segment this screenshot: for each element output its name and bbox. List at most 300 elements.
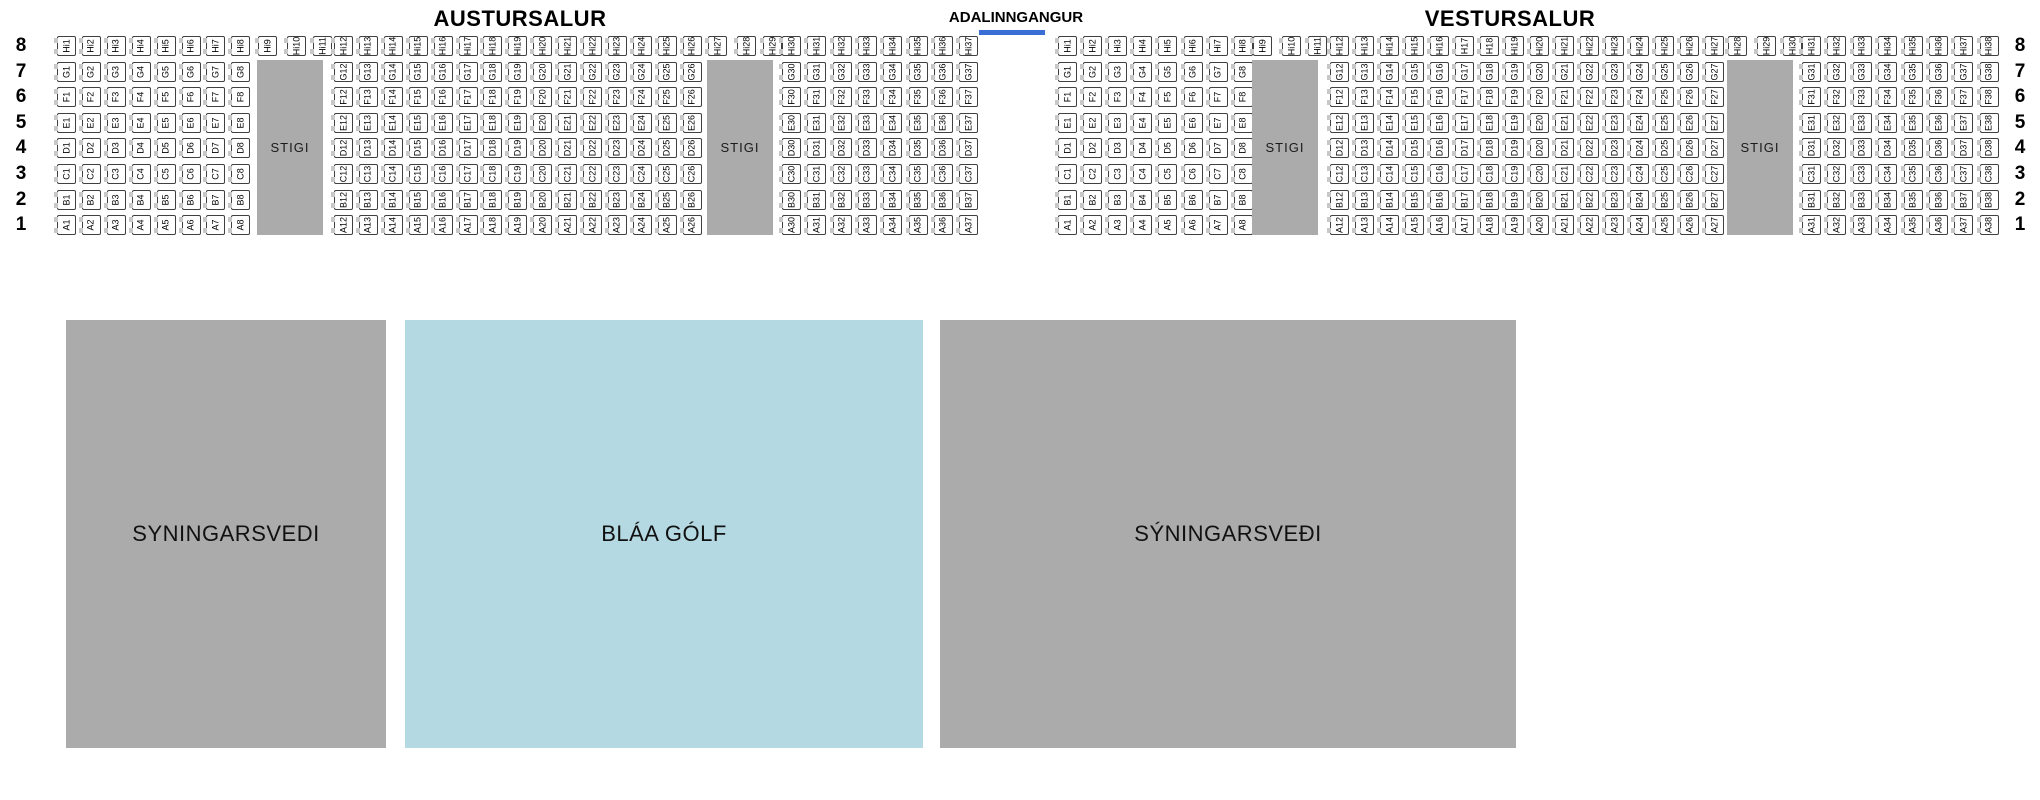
seat[interactable] [1853,138,1872,158]
seat[interactable] [359,113,378,133]
seat[interactable] [206,62,225,82]
seat[interactable] [434,36,453,56]
seat[interactable] [1680,113,1699,133]
seat[interactable] [658,164,677,184]
seat[interactable] [959,87,978,107]
seat[interactable] [231,36,250,56]
seat[interactable] [1630,62,1649,82]
seat[interactable] [132,215,151,235]
seat[interactable] [57,113,76,133]
seat[interactable] [359,215,378,235]
seat[interactable] [1827,215,1846,235]
seat[interactable] [1827,164,1846,184]
seat[interactable] [1480,36,1499,56]
seat[interactable] [1853,215,1872,235]
seat[interactable] [1555,36,1574,56]
seat[interactable] [157,190,176,210]
seat[interactable] [1330,190,1349,210]
seat[interactable] [1904,87,1923,107]
seat[interactable] [1878,113,1897,133]
seat[interactable] [633,215,652,235]
seat[interactable] [959,62,978,82]
seat[interactable] [1455,164,1474,184]
seat[interactable] [533,164,552,184]
seat[interactable] [132,164,151,184]
seat[interactable] [206,113,225,133]
seat[interactable] [807,190,826,210]
seat[interactable] [1705,87,1724,107]
seat[interactable] [206,215,225,235]
seat[interactable] [1605,113,1624,133]
seat[interactable] [1234,62,1253,82]
seat[interactable] [1108,62,1127,82]
seat[interactable] [1505,190,1524,210]
seat[interactable] [1580,215,1599,235]
seat[interactable] [1980,36,1999,56]
seat[interactable] [558,87,577,107]
seat[interactable] [82,190,101,210]
seat[interactable] [1954,36,1973,56]
seat[interactable] [683,164,702,184]
seat[interactable] [132,36,151,56]
seat[interactable] [633,87,652,107]
seat[interactable] [82,62,101,82]
seat[interactable] [658,36,677,56]
seat[interactable] [1405,215,1424,235]
seat[interactable] [608,138,627,158]
seat[interactable] [1555,113,1574,133]
seat[interactable] [1430,36,1449,56]
seat[interactable] [1630,164,1649,184]
seat[interactable] [1878,138,1897,158]
seat[interactable] [1904,190,1923,210]
seat[interactable] [1605,36,1624,56]
seat[interactable] [1184,36,1203,56]
seat[interactable] [909,62,928,82]
seat[interactable] [359,164,378,184]
seat[interactable] [359,190,378,210]
seat[interactable] [334,164,353,184]
seat[interactable] [833,164,852,184]
seat[interactable] [1330,36,1349,56]
seat[interactable] [1158,113,1177,133]
seat[interactable] [1929,36,1948,56]
seat[interactable] [858,164,877,184]
seat[interactable] [182,164,201,184]
seat[interactable] [1405,190,1424,210]
seat[interactable] [1954,190,1973,210]
seat[interactable] [1405,36,1424,56]
seat[interactable] [658,138,677,158]
seat[interactable] [82,164,101,184]
seat[interactable] [1184,87,1203,107]
seat[interactable] [1630,87,1649,107]
seat[interactable] [833,36,852,56]
seat[interactable] [1184,138,1203,158]
seat[interactable] [1954,62,1973,82]
seat[interactable] [1980,138,1999,158]
seat[interactable] [1234,190,1253,210]
seat[interactable] [1505,36,1524,56]
seat[interactable] [384,164,403,184]
seat[interactable] [1158,190,1177,210]
seat[interactable] [1929,62,1948,82]
seat[interactable] [1455,190,1474,210]
seat[interactable] [1480,113,1499,133]
seat[interactable] [608,190,627,210]
seat[interactable] [1058,190,1077,210]
seat[interactable] [384,36,403,56]
seat[interactable] [633,62,652,82]
seat[interactable] [1083,62,1102,82]
seat[interactable] [1430,87,1449,107]
seat[interactable] [807,113,826,133]
seat[interactable] [1980,62,1999,82]
seat[interactable] [683,138,702,158]
seat[interactable] [1853,36,1872,56]
seat[interactable] [1058,87,1077,107]
seat[interactable] [959,113,978,133]
seat[interactable] [459,36,478,56]
seat[interactable] [1209,190,1228,210]
seat[interactable] [1209,87,1228,107]
seat[interactable] [287,36,306,56]
seat[interactable] [57,87,76,107]
seat[interactable] [883,215,902,235]
seat[interactable] [206,164,225,184]
seat[interactable] [583,113,602,133]
seat[interactable] [157,215,176,235]
seat[interactable] [1355,138,1374,158]
seat[interactable] [1234,113,1253,133]
seat[interactable] [82,36,101,56]
seat[interactable] [1158,164,1177,184]
seat[interactable] [1330,215,1349,235]
seat[interactable] [533,36,552,56]
seat[interactable] [1355,215,1374,235]
seat[interactable] [1530,36,1549,56]
seat[interactable] [934,113,953,133]
seat[interactable] [633,36,652,56]
seat[interactable] [608,164,627,184]
seat[interactable] [1083,138,1102,158]
seat[interactable] [434,190,453,210]
seat[interactable] [1555,164,1574,184]
seat[interactable] [1605,62,1624,82]
seat[interactable] [206,190,225,210]
seat[interactable] [1954,113,1973,133]
seat[interactable] [384,215,403,235]
seat[interactable] [1405,87,1424,107]
seat[interactable] [782,62,801,82]
seat[interactable] [1480,87,1499,107]
seat[interactable] [1827,62,1846,82]
seat[interactable] [1158,36,1177,56]
seat[interactable] [1878,36,1897,56]
seat[interactable] [658,215,677,235]
seat[interactable] [182,215,201,235]
seat[interactable] [959,164,978,184]
seat[interactable] [409,164,428,184]
seat[interactable] [384,113,403,133]
seat[interactable] [334,87,353,107]
seat[interactable] [1405,62,1424,82]
seat[interactable] [633,190,652,210]
seat[interactable] [82,138,101,158]
seat[interactable] [1380,113,1399,133]
seat[interactable] [1630,215,1649,235]
seat[interactable] [1108,113,1127,133]
seat[interactable] [1330,138,1349,158]
seat[interactable] [1234,87,1253,107]
seat[interactable] [157,87,176,107]
seat[interactable] [1655,36,1674,56]
seat[interactable] [1234,164,1253,184]
seat[interactable] [459,62,478,82]
seat[interactable] [782,215,801,235]
seat[interactable] [683,87,702,107]
seat[interactable] [1555,87,1574,107]
seat[interactable] [883,36,902,56]
seat[interactable] [1158,138,1177,158]
seat[interactable] [633,164,652,184]
seat[interactable] [1853,62,1872,82]
seat[interactable] [107,164,126,184]
seat[interactable] [1655,113,1674,133]
seat[interactable] [807,36,826,56]
seat[interactable] [1827,138,1846,158]
seat[interactable] [1430,138,1449,158]
seat[interactable] [409,215,428,235]
seat[interactable] [384,62,403,82]
seat[interactable] [409,138,428,158]
seat[interactable] [82,113,101,133]
seat[interactable] [1705,138,1724,158]
seat[interactable] [1555,190,1574,210]
seat[interactable] [1580,36,1599,56]
seat[interactable] [1605,215,1624,235]
seat[interactable] [1878,215,1897,235]
seat[interactable] [1083,190,1102,210]
seat[interactable] [1980,87,1999,107]
seat[interactable] [1405,113,1424,133]
seat[interactable] [807,62,826,82]
seat[interactable] [483,164,502,184]
seat[interactable] [1853,87,1872,107]
seat[interactable] [508,190,527,210]
seat[interactable] [1904,164,1923,184]
seat[interactable] [1802,164,1821,184]
seat[interactable] [82,215,101,235]
seat[interactable] [533,215,552,235]
seat[interactable] [182,36,201,56]
seat[interactable] [1655,215,1674,235]
seat[interactable] [434,215,453,235]
seat[interactable] [558,215,577,235]
seat[interactable] [1505,62,1524,82]
seat[interactable] [833,190,852,210]
seat[interactable] [1802,62,1821,82]
seat[interactable] [1630,138,1649,158]
seat[interactable] [231,215,250,235]
seat[interactable] [782,164,801,184]
seat[interactable] [1630,113,1649,133]
seat[interactable] [1209,164,1228,184]
seat[interactable] [1184,190,1203,210]
seat[interactable] [1705,215,1724,235]
seat[interactable] [334,36,353,56]
seat[interactable] [1480,190,1499,210]
seat[interactable] [1083,164,1102,184]
seat[interactable] [206,87,225,107]
seat[interactable] [1253,36,1272,56]
seat[interactable] [459,87,478,107]
seat[interactable] [683,62,702,82]
seat[interactable] [1330,164,1349,184]
seat[interactable] [807,87,826,107]
seat[interactable] [959,215,978,235]
seat[interactable] [1929,87,1948,107]
seat[interactable] [1108,87,1127,107]
seat[interactable] [508,62,527,82]
seat[interactable] [583,215,602,235]
seat[interactable] [1853,190,1872,210]
seat[interactable] [583,190,602,210]
seat[interactable] [1330,62,1349,82]
seat[interactable] [1655,138,1674,158]
seat[interactable] [633,138,652,158]
seat[interactable] [608,36,627,56]
seat[interactable] [1133,138,1152,158]
seat[interactable] [1878,190,1897,210]
seat[interactable] [683,215,702,235]
seat[interactable] [508,164,527,184]
seat[interactable] [182,87,201,107]
seat[interactable] [231,113,250,133]
seat[interactable] [1058,164,1077,184]
seat[interactable] [1580,87,1599,107]
seat[interactable] [359,138,378,158]
seat[interactable] [558,138,577,158]
seat[interactable] [959,138,978,158]
seat[interactable] [434,138,453,158]
seat[interactable] [459,215,478,235]
seat[interactable] [157,36,176,56]
seat[interactable] [1929,138,1948,158]
seat[interactable] [1455,87,1474,107]
seat[interactable] [182,62,201,82]
seat[interactable] [1580,113,1599,133]
seat[interactable] [1853,164,1872,184]
seat[interactable] [1058,138,1077,158]
seat[interactable] [1680,62,1699,82]
seat[interactable] [434,62,453,82]
seat[interactable] [483,215,502,235]
seat[interactable] [1108,164,1127,184]
seat[interactable] [1158,62,1177,82]
seat[interactable] [1355,36,1374,56]
seat[interactable] [1802,36,1821,56]
seat[interactable] [1530,113,1549,133]
seat[interactable] [583,36,602,56]
seat[interactable] [231,62,250,82]
seat[interactable] [359,87,378,107]
seat[interactable] [107,87,126,107]
seat[interactable] [1705,36,1724,56]
seat[interactable] [858,215,877,235]
seat[interactable] [384,138,403,158]
seat[interactable] [1380,62,1399,82]
seat[interactable] [157,164,176,184]
seat[interactable] [1455,36,1474,56]
seat[interactable] [1680,87,1699,107]
seat[interactable] [883,87,902,107]
seat[interactable] [1605,164,1624,184]
seat[interactable] [1605,87,1624,107]
seat[interactable] [909,87,928,107]
seat[interactable] [483,62,502,82]
seat[interactable] [1480,62,1499,82]
seat[interactable] [483,190,502,210]
seat[interactable] [1705,164,1724,184]
seat[interactable] [1555,62,1574,82]
seat[interactable] [1380,190,1399,210]
seat[interactable] [533,113,552,133]
seat[interactable] [858,87,877,107]
seat[interactable] [206,138,225,158]
seat[interactable] [858,138,877,158]
seat[interactable] [558,113,577,133]
seat[interactable] [409,87,428,107]
seat[interactable] [508,87,527,107]
seat[interactable] [909,138,928,158]
seat[interactable] [1878,164,1897,184]
seat[interactable] [1904,215,1923,235]
seat[interactable] [1680,164,1699,184]
seat[interactable] [608,62,627,82]
seat[interactable] [1929,215,1948,235]
seat[interactable] [909,190,928,210]
seat[interactable] [1904,36,1923,56]
seat[interactable] [583,164,602,184]
seat[interactable] [1827,36,1846,56]
seat[interactable] [737,36,756,56]
seat[interactable] [883,138,902,158]
seat[interactable] [132,113,151,133]
seat[interactable] [1133,36,1152,56]
seat[interactable] [1728,36,1747,56]
seat[interactable] [1184,113,1203,133]
seat[interactable] [107,190,126,210]
seat[interactable] [1655,190,1674,210]
seat[interactable] [1630,190,1649,210]
seat[interactable] [558,36,577,56]
seat[interactable] [807,215,826,235]
seat[interactable] [1530,138,1549,158]
seat[interactable] [1455,138,1474,158]
seat[interactable] [1058,215,1077,235]
seat[interactable] [1234,138,1253,158]
seat[interactable] [1355,113,1374,133]
seat[interactable] [1083,215,1102,235]
seat[interactable] [1954,215,1973,235]
seat[interactable] [334,138,353,158]
seat[interactable] [508,138,527,158]
seat[interactable] [57,164,76,184]
seat[interactable] [1380,87,1399,107]
seat[interactable] [1530,87,1549,107]
seat[interactable] [1108,215,1127,235]
